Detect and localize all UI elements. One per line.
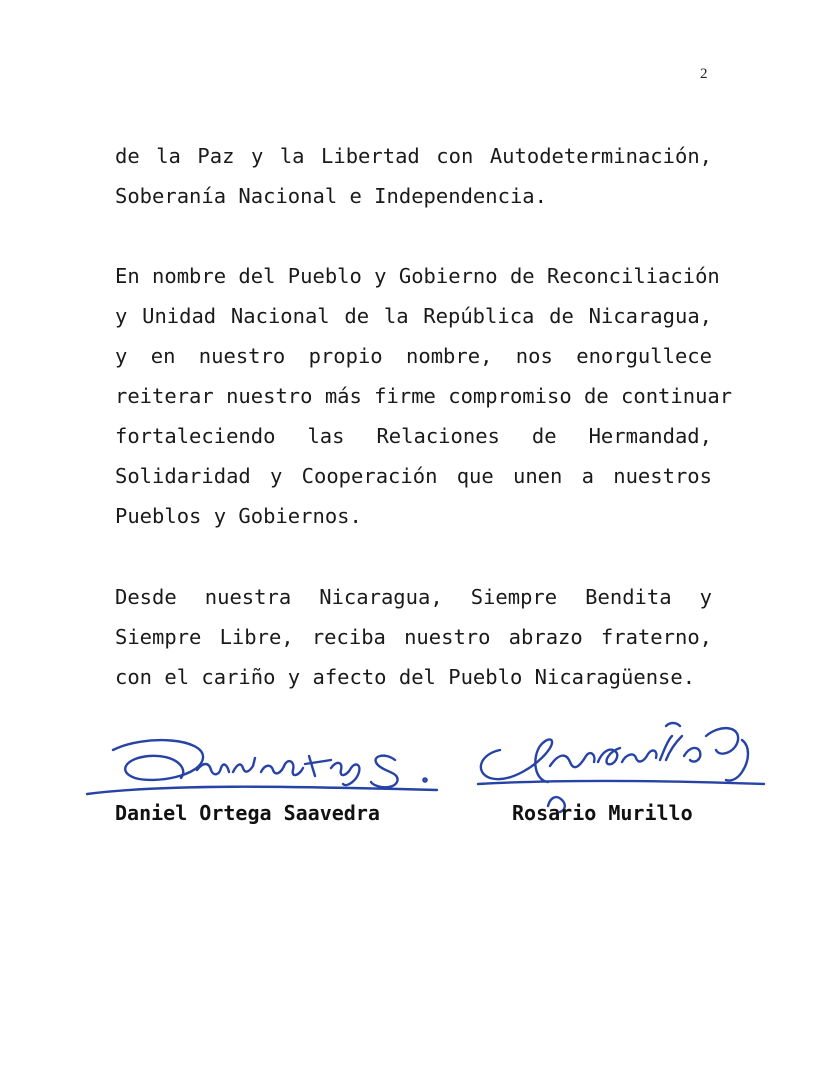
text-line: y Unidad Nacional de la República de Nicaragua, [115, 304, 712, 328]
page-number: 2 [700, 66, 708, 82]
text-line: Pueblos y Gobiernos. [115, 504, 362, 528]
signatory-name-right: Rosario Murillo [512, 801, 693, 825]
text-line: Desde nuestra Nicaragua, Siempre Bendita y [115, 585, 712, 609]
paragraph-commitment [115, 256, 733, 536]
signature-ortega [85, 728, 445, 808]
text-line: y en nuestro propio nombre, nos enorgullece [115, 344, 712, 368]
text-line: fortaleciendo las Relaciones de Hermandad, [115, 424, 712, 448]
paragraph-greeting [115, 577, 712, 697]
text-line: En nombre del Pueblo y Gobierno de Reconciliación [115, 264, 720, 288]
text-line: Siempre Libre, reciba nuestro abrazo fraterno, [115, 625, 712, 649]
text-line: Soberanía Nacional e Independencia. [115, 184, 547, 208]
text-line: de la Paz y la Libertad con Autodeterminación, [115, 144, 712, 168]
text-line: Solidaridad y Cooperación que unen a nuestros [115, 464, 712, 488]
text-line: reiterar nuestro más firme compromiso de continuar [115, 384, 733, 408]
signatory-name-left: Daniel Ortega Saavedra [115, 801, 380, 825]
paragraph-closing-phrase [115, 136, 712, 216]
signature-murillo [470, 706, 770, 806]
text-line: con el cariño y afecto del Pueblo Nicaragüense. [115, 665, 696, 689]
